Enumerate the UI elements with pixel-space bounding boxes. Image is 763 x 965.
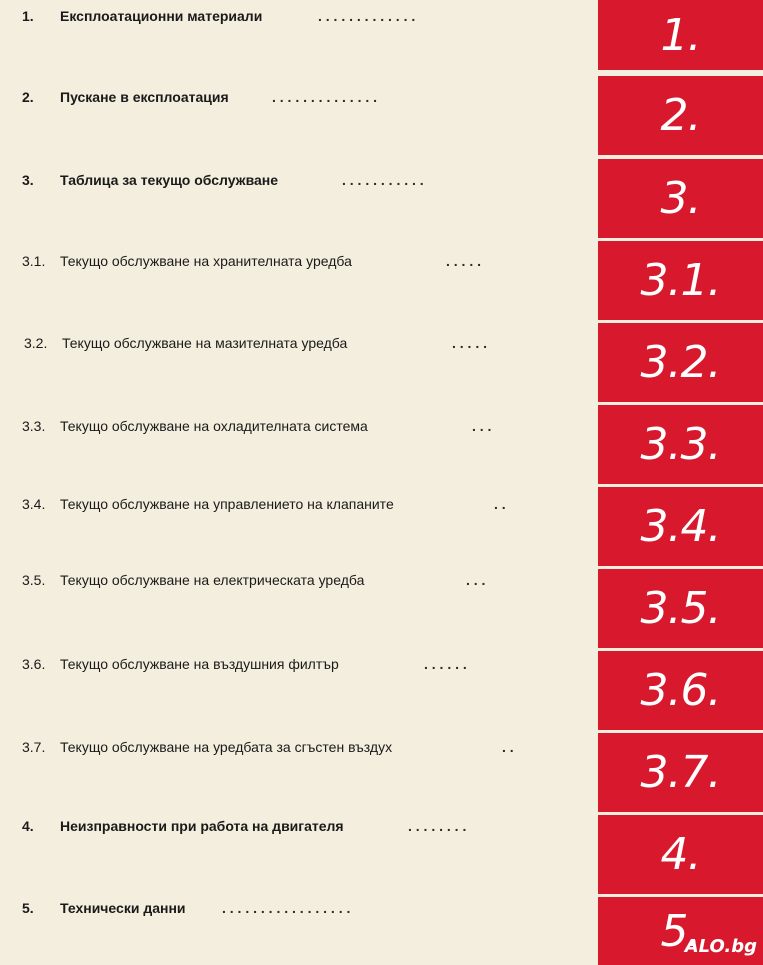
toc-leader-dots: . .	[502, 739, 514, 755]
toc-leader-dots: . . . . . . . . . . . . .	[318, 8, 416, 24]
toc-entry-5[interactable]	[0, 898, 600, 918]
section-tab-1[interactable]: 1.	[598, 0, 763, 70]
section-tab-3-2[interactable]: 3.2.	[598, 323, 763, 402]
toc-entry-3-3[interactable]	[0, 416, 600, 436]
toc-leader-dots: . . .	[472, 418, 492, 434]
toc-leader-dots: . . . . . . . . . . .	[342, 172, 424, 188]
toc-entry-2[interactable]	[0, 87, 600, 107]
toc-entry-3-4[interactable]	[0, 494, 600, 514]
toc-leader-dots: . . . . . . . . . . . . . . . . .	[222, 900, 351, 916]
toc-title: Текущо обслужване на мазителната уредба	[62, 335, 348, 351]
toc-entry-3-1[interactable]	[0, 251, 600, 271]
toc-entry-3-6[interactable]	[0, 654, 600, 674]
toc-title: Експлоатационни материали	[60, 8, 263, 24]
section-tab-2[interactable]: 2.	[598, 76, 763, 155]
toc-title: Таблица за текущо обслужване	[60, 172, 279, 188]
toc-title: Текущо обслужване на хранителната уредба	[60, 253, 352, 269]
toc-title: Текущо обслужване на въздушния филтър	[60, 656, 339, 672]
section-tab-3-1[interactable]: 3.1.	[598, 241, 763, 320]
toc-entry-3-7[interactable]	[0, 737, 600, 757]
toc-leader-dots: . . . . . .	[424, 656, 467, 672]
toc-title: Текущо обслужване на управлението на клапаните	[60, 496, 394, 512]
toc-entry-3[interactable]	[0, 170, 600, 190]
section-tab-3-4[interactable]: 3.4.	[598, 487, 763, 566]
section-tab-3[interactable]: 3.	[598, 159, 763, 238]
toc-title: Технически данни	[60, 900, 186, 916]
toc-leader-dots: . . .	[466, 572, 486, 588]
toc-title: Текущо обслужване на електрическата уредба	[60, 572, 365, 588]
toc-leader-dots: . . . . .	[452, 335, 488, 351]
toc-number: 3.7.	[22, 739, 46, 755]
section-tab-3-3[interactable]: 3.3.	[598, 405, 763, 484]
toc-entry-3-2[interactable]	[0, 333, 600, 353]
toc-title: Пускане в експлоатация	[60, 89, 229, 105]
toc-entry-3-5[interactable]	[0, 570, 600, 590]
section-tab-3-6[interactable]: 3.6.	[598, 651, 763, 730]
toc-title: Текущо обслужване на уредбата за сгъстен въздух	[60, 739, 393, 755]
toc-number: 5.	[22, 900, 34, 916]
toc-title: Неизправности при работа на двигателя	[60, 818, 344, 834]
toc-number: 3.4.	[22, 496, 46, 512]
toc-leader-dots: . . . . . . . . . . . . . .	[272, 89, 378, 105]
toc-number: 2.	[22, 89, 34, 105]
toc-entry-4[interactable]	[0, 816, 600, 836]
toc-number: 3.5.	[22, 572, 46, 588]
section-tab-4[interactable]: 4.	[598, 815, 763, 894]
toc-number: 3.6.	[22, 656, 46, 672]
toc-number: 3.1.	[22, 253, 46, 269]
section-tab-5[interactable]: 5.	[598, 897, 763, 965]
toc-number: 1.	[22, 8, 34, 24]
toc-leader-dots: . .	[494, 496, 506, 512]
toc-number: 3.3.	[22, 418, 46, 434]
toc-number: 3.	[22, 172, 34, 188]
toc-number: 4.	[22, 818, 34, 834]
toc-number: 3.2.	[24, 335, 48, 351]
section-tab-3-5[interactable]: 3.5.	[598, 569, 763, 648]
section-tab-strip	[598, 0, 763, 965]
toc-leader-dots: . . . . .	[446, 253, 482, 269]
toc-leader-dots: . . . . . . . .	[408, 818, 467, 834]
watermark-logo: ALO.bg	[684, 936, 757, 957]
toc-entry-1[interactable]	[0, 6, 600, 26]
section-tab-3-7[interactable]: 3.7.	[598, 733, 763, 812]
toc-title: Текущо обслужване на охладителната система	[60, 418, 368, 434]
